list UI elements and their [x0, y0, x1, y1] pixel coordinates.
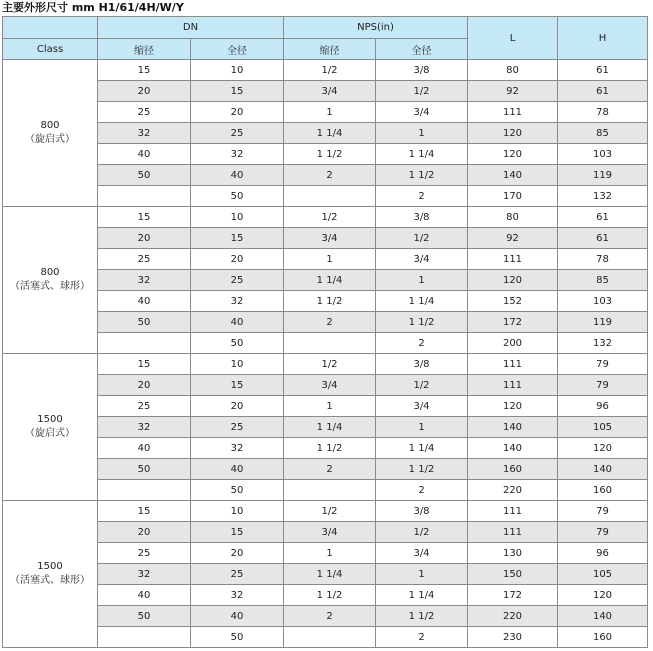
table-row: [3, 60, 648, 81]
table-row: [3, 207, 648, 228]
table-row: [3, 249, 648, 270]
table-row: [3, 417, 648, 438]
cell-nps-full: 3/8: [376, 60, 468, 81]
table-row: [3, 228, 648, 249]
cell-dn-reduced: 25: [98, 249, 191, 270]
cell-dn-reduced: 15: [98, 207, 191, 228]
cell-l: 120: [468, 270, 558, 291]
header-nps-full: 全径: [376, 39, 468, 60]
cell-nps-full: 1: [376, 564, 468, 585]
cell-nps-reduced: 1/2: [284, 60, 376, 81]
cell-h: 132: [558, 333, 648, 354]
cell-nps-full: 3/4: [376, 396, 468, 417]
cell-h: 78: [558, 102, 648, 123]
cell-dn-full: 32: [191, 291, 284, 312]
cell-l: 80: [468, 207, 558, 228]
cell-dn-reduced: 50: [98, 165, 191, 186]
cell-dn-full: 32: [191, 438, 284, 459]
cell-nps-reduced: [284, 480, 376, 501]
cell-dn-reduced: [98, 333, 191, 354]
cell-nps-full: 1 1/4: [376, 585, 468, 606]
cell-l: 150: [468, 564, 558, 585]
cell-dn-reduced: 20: [98, 522, 191, 543]
cell-dn-full: 15: [191, 81, 284, 102]
class-value: 1500: [37, 414, 63, 425]
table-row: [3, 354, 648, 375]
table-row: [3, 459, 648, 480]
cell-nps-reduced: 2: [284, 312, 376, 333]
cell-nps-reduced: [284, 333, 376, 354]
cell-h: 119: [558, 312, 648, 333]
table-row: [3, 543, 648, 564]
cell-nps-reduced: 2: [284, 165, 376, 186]
cell-dn-reduced: 40: [98, 144, 191, 165]
cell-h: 61: [558, 228, 648, 249]
cell-nps-reduced: 1 1/4: [284, 417, 376, 438]
table-row: [3, 270, 648, 291]
cell-nps-full: 1 1/4: [376, 144, 468, 165]
cell-nps-full: 1/2: [376, 228, 468, 249]
cell-h: 96: [558, 396, 648, 417]
cell-l: 120: [468, 396, 558, 417]
table-row: [3, 333, 648, 354]
cell-dn-reduced: [98, 186, 191, 207]
cell-nps-full: 1 1/4: [376, 291, 468, 312]
cell-l: 230: [468, 627, 558, 648]
table-row: [3, 123, 648, 144]
cell-nps-full: 1/2: [376, 375, 468, 396]
table-row: [3, 144, 648, 165]
cell-h: 96: [558, 543, 648, 564]
cell-h: 140: [558, 459, 648, 480]
cell-nps-reduced: 1/2: [284, 354, 376, 375]
cell-dn-reduced: 32: [98, 417, 191, 438]
cell-nps-reduced: 2: [284, 459, 376, 480]
cell-dn-reduced: 25: [98, 543, 191, 564]
cell-dn-full: 40: [191, 459, 284, 480]
cell-dn-reduced: 40: [98, 291, 191, 312]
cell-h: 120: [558, 585, 648, 606]
table-row: [3, 438, 648, 459]
header-dn-reduced: 缩径: [98, 39, 191, 60]
cell-h: 61: [558, 207, 648, 228]
table-header: [3, 17, 648, 60]
page-title: 主要外形尺寸 mm H1/61/4H/W/Y: [2, 1, 184, 14]
cell-dn-reduced: 15: [98, 354, 191, 375]
cell-dn-reduced: 20: [98, 375, 191, 396]
cell-h: 105: [558, 417, 648, 438]
table-row: [3, 102, 648, 123]
cell-dn-full: 50: [191, 480, 284, 501]
cell-l: 111: [468, 522, 558, 543]
header-dn: DN: [98, 17, 284, 39]
cell-h: 103: [558, 144, 648, 165]
cell-dn-full: 50: [191, 186, 284, 207]
cell-h: 160: [558, 480, 648, 501]
cell-h: 79: [558, 375, 648, 396]
table-row: [3, 480, 648, 501]
table-row: [3, 186, 648, 207]
cell-l: 140: [468, 165, 558, 186]
table-row: [3, 81, 648, 102]
cell-l: 120: [468, 144, 558, 165]
header-nps: NPS(in): [284, 17, 468, 39]
cell-nps-full: 1 1/2: [376, 312, 468, 333]
cell-dn-full: 25: [191, 564, 284, 585]
cell-h: 61: [558, 60, 648, 81]
cell-l: 170: [468, 186, 558, 207]
cell-nps-reduced: 1/2: [284, 207, 376, 228]
cell-dn-reduced: 32: [98, 270, 191, 291]
cell-h: 79: [558, 522, 648, 543]
cell-nps-full: 2: [376, 186, 468, 207]
header-dn-full: 全径: [191, 39, 284, 60]
cell-h: 120: [558, 438, 648, 459]
cell-nps-reduced: [284, 186, 376, 207]
table-row: [3, 291, 648, 312]
cell-dn-reduced: 50: [98, 312, 191, 333]
cell-dn-full: 40: [191, 165, 284, 186]
cell-dn-full: 25: [191, 270, 284, 291]
table-row: [3, 396, 648, 417]
cell-dn-reduced: [98, 480, 191, 501]
cell-dn-full: 20: [191, 249, 284, 270]
cell-h: 78: [558, 249, 648, 270]
cell-nps-reduced: 1: [284, 249, 376, 270]
class-value: 800: [40, 267, 60, 278]
cell-dn-full: 25: [191, 123, 284, 144]
cell-nps-reduced: 1 1/2: [284, 291, 376, 312]
cell-nps-reduced: 1 1/4: [284, 270, 376, 291]
table-row: [3, 585, 648, 606]
table-body: [3, 60, 648, 648]
cell-nps-reduced: 1 1/4: [284, 564, 376, 585]
cell-nps-full: 3/8: [376, 501, 468, 522]
cell-h: 103: [558, 291, 648, 312]
cell-h: 132: [558, 186, 648, 207]
cell-h: 85: [558, 123, 648, 144]
header-class: Class: [3, 39, 98, 60]
table-row: [3, 627, 648, 648]
class-type: （活塞式、球形）: [10, 575, 90, 586]
class-type: （旋启式）: [25, 428, 75, 439]
cell-h: 61: [558, 81, 648, 102]
cell-nps-full: 1: [376, 270, 468, 291]
cell-dn-full: 10: [191, 354, 284, 375]
cell-l: 160: [468, 459, 558, 480]
cell-dn-full: 15: [191, 375, 284, 396]
header-h: H: [558, 17, 648, 60]
cell-nps-reduced: 3/4: [284, 228, 376, 249]
cell-dn-full: 10: [191, 501, 284, 522]
cell-dn-full: 15: [191, 522, 284, 543]
cell-nps-full: 2: [376, 480, 468, 501]
class-cell: [3, 207, 98, 354]
cell-l: 220: [468, 606, 558, 627]
dimensions-table: [2, 16, 648, 648]
cell-l: 80: [468, 60, 558, 81]
cell-h: 119: [558, 165, 648, 186]
cell-nps-full: 2: [376, 627, 468, 648]
cell-l: 140: [468, 438, 558, 459]
class-cell: [3, 60, 98, 207]
cell-nps-reduced: 3/4: [284, 81, 376, 102]
class-value: 800: [40, 120, 60, 131]
cell-dn-reduced: 25: [98, 102, 191, 123]
cell-dn-full: 40: [191, 606, 284, 627]
cell-nps-reduced: 3/4: [284, 522, 376, 543]
cell-dn-full: 40: [191, 312, 284, 333]
cell-nps-reduced: 1 1/4: [284, 123, 376, 144]
cell-dn-reduced: [98, 627, 191, 648]
cell-dn-reduced: 32: [98, 123, 191, 144]
cell-nps-full: 1 1/2: [376, 459, 468, 480]
header-blank: [3, 17, 98, 39]
cell-h: 105: [558, 564, 648, 585]
table-row: [3, 606, 648, 627]
cell-dn-full: 20: [191, 102, 284, 123]
cell-l: 111: [468, 249, 558, 270]
cell-dn-reduced: 50: [98, 459, 191, 480]
cell-dn-full: 20: [191, 543, 284, 564]
cell-l: 92: [468, 81, 558, 102]
cell-dn-reduced: 20: [98, 81, 191, 102]
cell-dn-full: 15: [191, 228, 284, 249]
cell-l: 220: [468, 480, 558, 501]
cell-nps-reduced: 1/2: [284, 501, 376, 522]
cell-dn-full: 10: [191, 207, 284, 228]
cell-nps-reduced: 1: [284, 102, 376, 123]
cell-dn-reduced: 20: [98, 228, 191, 249]
cell-l: 152: [468, 291, 558, 312]
cell-dn-full: 20: [191, 396, 284, 417]
table-row: [3, 375, 648, 396]
cell-nps-full: 3/4: [376, 249, 468, 270]
cell-h: 85: [558, 270, 648, 291]
cell-l: 172: [468, 312, 558, 333]
cell-l: 120: [468, 123, 558, 144]
cell-nps-full: 3/4: [376, 102, 468, 123]
table-row: [3, 165, 648, 186]
header-l: L: [468, 17, 558, 60]
cell-dn-full: 50: [191, 627, 284, 648]
cell-l: 111: [468, 102, 558, 123]
class-type: （旋启式）: [25, 134, 75, 145]
table-row: [3, 501, 648, 522]
cell-h: 79: [558, 354, 648, 375]
cell-nps-full: 2: [376, 333, 468, 354]
cell-l: 111: [468, 354, 558, 375]
cell-dn-full: 32: [191, 144, 284, 165]
cell-nps-full: 1 1/2: [376, 165, 468, 186]
cell-nps-reduced: 3/4: [284, 375, 376, 396]
cell-dn-reduced: 15: [98, 60, 191, 81]
cell-dn-reduced: 32: [98, 564, 191, 585]
cell-h: 79: [558, 501, 648, 522]
cell-dn-reduced: 25: [98, 396, 191, 417]
cell-nps-full: 3/8: [376, 354, 468, 375]
cell-nps-full: 3/4: [376, 543, 468, 564]
class-cell: [3, 354, 98, 501]
cell-dn-reduced: 40: [98, 438, 191, 459]
cell-l: 172: [468, 585, 558, 606]
class-value: 1500: [37, 561, 63, 572]
cell-nps-full: 1/2: [376, 81, 468, 102]
cell-nps-full: 3/8: [376, 207, 468, 228]
header-nps-reduced: 缩径: [284, 39, 376, 60]
cell-l: 111: [468, 501, 558, 522]
cell-nps-full: 1: [376, 123, 468, 144]
cell-l: 111: [468, 375, 558, 396]
cell-dn-reduced: 40: [98, 585, 191, 606]
table-row: [3, 564, 648, 585]
cell-dn-full: 25: [191, 417, 284, 438]
cell-nps-reduced: 1 1/2: [284, 438, 376, 459]
cell-nps-full: 1/2: [376, 522, 468, 543]
table-row: [3, 312, 648, 333]
class-cell: [3, 501, 98, 648]
cell-nps-reduced: 1: [284, 543, 376, 564]
table-row: [3, 522, 648, 543]
cell-nps-full: 1: [376, 417, 468, 438]
cell-nps-reduced: 1 1/2: [284, 585, 376, 606]
cell-dn-reduced: 15: [98, 501, 191, 522]
cell-nps-reduced: 1 1/2: [284, 144, 376, 165]
cell-h: 140: [558, 606, 648, 627]
cell-l: 92: [468, 228, 558, 249]
cell-l: 200: [468, 333, 558, 354]
cell-nps-full: 1 1/2: [376, 606, 468, 627]
cell-dn-full: 10: [191, 60, 284, 81]
cell-h: 160: [558, 627, 648, 648]
cell-l: 140: [468, 417, 558, 438]
cell-nps-full: 1 1/4: [376, 438, 468, 459]
class-type: （活塞式、球形）: [10, 281, 90, 292]
cell-nps-reduced: 2: [284, 606, 376, 627]
cell-l: 130: [468, 543, 558, 564]
cell-nps-reduced: 1: [284, 396, 376, 417]
cell-dn-full: 32: [191, 585, 284, 606]
cell-nps-reduced: [284, 627, 376, 648]
cell-dn-full: 50: [191, 333, 284, 354]
cell-dn-reduced: 50: [98, 606, 191, 627]
